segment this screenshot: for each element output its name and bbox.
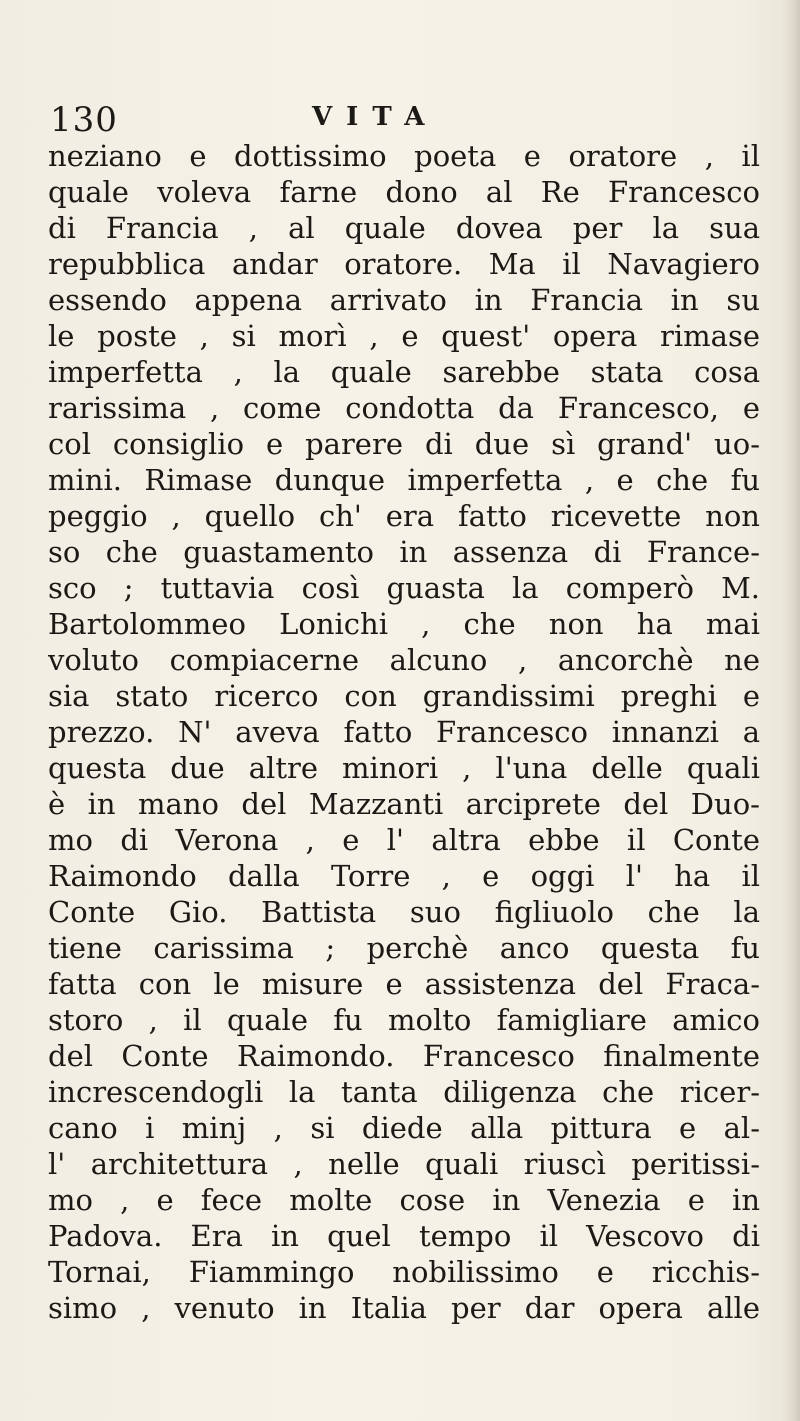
text-line: simo , venuto in Italia per dar opera alle	[48, 1291, 760, 1325]
text-line: col consiglio e parere di due sì grand' uo-	[48, 427, 760, 461]
text-line: è in mano del Mazzanti arciprete del Duo-	[48, 787, 760, 821]
text-line: di Francia , al quale dovea per la sua	[48, 211, 760, 245]
text-line: Conte Gio. Battista suo figliuolo che la	[48, 895, 760, 929]
text-line: tiene carissima ; perchè anco questa fu	[48, 931, 760, 965]
text-line: mo , e fece molte cose in Venezia e in	[48, 1183, 760, 1217]
text-line: Bartolommeo Lonichi , che non ha mai	[48, 607, 760, 641]
text-line: so che guastamento in assenza di France-	[48, 535, 760, 569]
text-line: del Conte Raimondo. Francesco finalmente	[48, 1039, 760, 1073]
text-line: mo di Verona , e l' altra ebbe il Conte	[48, 823, 760, 857]
text-line: sia stato ricerco con grandissimi preghi e	[48, 679, 760, 713]
text-line: l' architettura , nelle quali riuscì peritissi-	[48, 1147, 760, 1181]
text-line: prezzo. N' aveva fatto Francesco innanzi a	[48, 715, 760, 749]
running-title: VITA	[312, 102, 439, 132]
text-line: le poste , si morì , e quest' opera rimase	[48, 319, 760, 353]
text-line: cano i minj , si diede alla pittura e al-	[48, 1111, 760, 1145]
text-line: voluto compiacerne alcuno , ancorchè ne	[48, 643, 760, 677]
text-line: Padova. Era in quel tempo il Vescovo di	[48, 1219, 760, 1253]
text-line: rarissima , come condotta da Francesco, e	[48, 391, 760, 425]
text-line: neziano e dottissimo poeta e oratore , il	[48, 139, 760, 173]
text-line: storo , il quale fu molto famigliare amico	[48, 1003, 760, 1037]
text-line: peggio , quello ch' era fatto ricevette non	[48, 499, 760, 533]
text-line: Tornai, Fiammingo nobilissimo e ricchis-	[48, 1255, 760, 1289]
text-line: mini. Rimase dunque imperfetta , e che fu	[48, 463, 760, 497]
text-line: Raimondo dalla Torre , e oggi l' ha il	[48, 859, 760, 893]
page-header	[50, 100, 750, 140]
body-text	[48, 138, 760, 1326]
text-line: increscendogli la tanta diligenza che ricer-	[48, 1075, 760, 1109]
text-line: imperfetta , la quale sarebbe stata cosa	[48, 355, 760, 389]
text-line: sco ; tuttavia così guasta la comperò M.	[48, 571, 760, 605]
text-line: essendo appena arrivato in Francia in su	[48, 283, 760, 317]
page-edge-shadow	[782, 0, 800, 1421]
text-line: fatta con le misure e assistenza del Fraca-	[48, 967, 760, 1001]
text-line: repubblica andar oratore. Ma il Navagiero	[48, 247, 760, 281]
text-line: questa due altre minori , l'una delle quali	[48, 751, 760, 785]
page-number: 130	[50, 100, 118, 140]
text-line: quale voleva farne dono al Re Francesco	[48, 175, 760, 209]
